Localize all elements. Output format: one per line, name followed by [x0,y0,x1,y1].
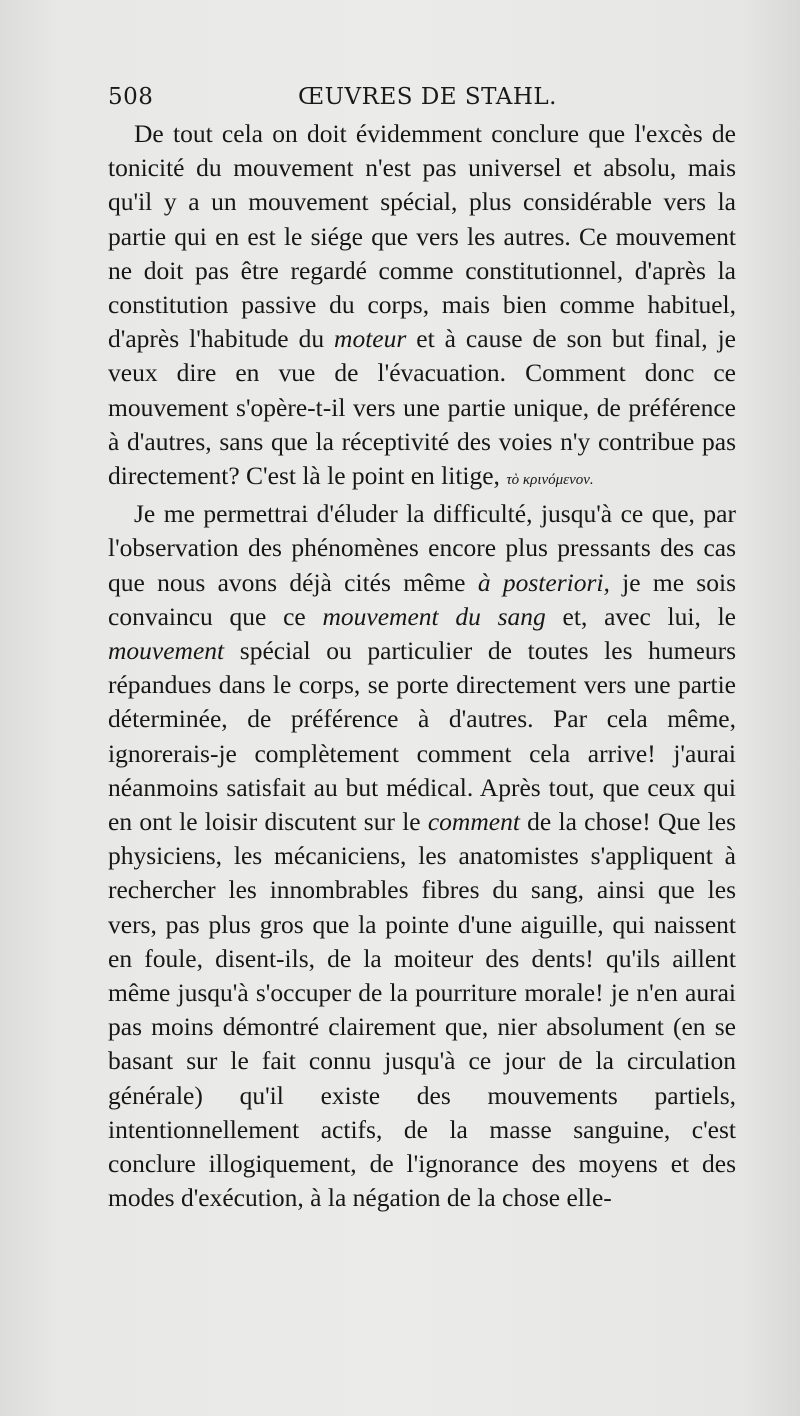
paragraph-2-italic-3: mouvement [108,636,225,666]
greek-phrase: τὸ κρινόμενον. [506,472,594,489]
paragraph-2 [108,497,736,1215]
paragraph-2-text-4: spécial ou particulier de toutes les humeurs répandues dans le corps, se porte directement vers une partie déterminée, de préférence à d'autres. Par cela même, ignorerais-je complètement comment cela arrive! j'aurai néanmoins satisfait au but médical. Après tout, que ceux qui en ont le loisir discutent sur le [108,636,736,837]
book-title: ŒUVRES DE STAHL. [298,84,557,110]
paragraph-1 [108,117,736,497]
paragraph-2-italic-1: à posteriori, [477,567,610,597]
paragraph-2-text-1: Je me permettrai d'éluder la difficulté, jusqu'à ce que, par l'observation des phénomènes encore plus pressants des cas que nous avons déjà cités même [108,499,736,597]
paragraph-2-text-2: je me sois convaincu que ce [108,567,736,631]
paragraph-2-italic-2: mouvement du sang [322,601,546,631]
body-text [108,117,736,1216]
paragraph-2-italic-4: comment [427,807,520,837]
paragraph-2-text-3: et, avec lui, le [545,601,736,631]
paragraph-2-text-5: de la chose! Que les physiciens, les mécaniciens, les anatomistes s'appliquent à rechercher les innombrables fibres du sang, ainsi que les vers, pas plus gros que la pointe d'une aiguille, qui naissent en foule, disent-ils, de la moiteur des dents! qu'ils aillent même jusqu'à s'occuper de la pourriture morale! je n'en aurai pas moins démontré clairement que, nier absolument (en se basant sur le fait connu jusqu'à ce jour de la circulation générale) qu'il existe des mouvements partiels, intentionnellement actifs, de la masse sanguine, c'est conclure illogiquement, de l'ignorance des moyens et des modes d'exécution, à la négation de la chose elle- [108,807,736,1213]
page-number: 508 [108,84,154,110]
paragraph-1-text-1: De tout cela on doit évidemment conclure que l'excès de tonicité du mouvement n'est pas universel et absolu, mais qu'il y a un mouvement spécial, plus considérable vers la partie qui en est le siége que vers les autres. Ce mouvement ne doit pas être regardé comme constitutionnel, d'après la constitution passive du corps, mais bien comme habituel, d'après l'habitude du [108,119,736,354]
paragraph-1-text-2: et à cause de son but final, je veux dire en vue de l'évacuation. Comment donc ce mouvement s'opère-t-il vers une partie unique, de préférence à d'autres, sans que la réceptivité des voies n'y contribue pas directement? C'est là le point en litige, [108,324,736,491]
running-head [108,78,736,114]
paragraph-1-italic-1: moteur [334,324,407,354]
